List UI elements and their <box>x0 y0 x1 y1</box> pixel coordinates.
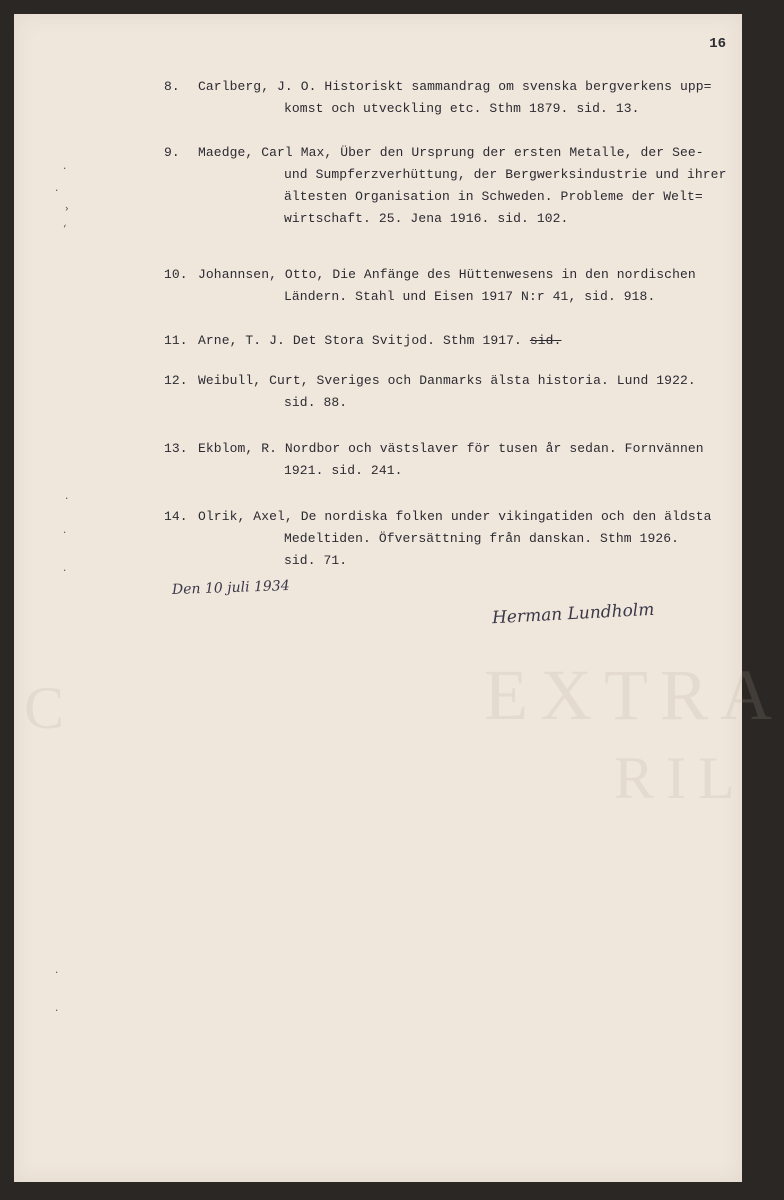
entry-number: 14. <box>164 509 188 524</box>
entry-number: 10. <box>164 267 188 282</box>
entry-number: 9. <box>164 145 180 160</box>
entry-number: 13. <box>164 441 188 456</box>
handwritten-date: Den 10 juli 1934 <box>171 577 290 599</box>
signature: Herman Lundholm <box>491 599 655 629</box>
watermark-ril: RIL <box>614 745 747 811</box>
bibliography-entry <box>164 76 729 120</box>
struck-text: sid. <box>529 333 562 348</box>
bibliography-entry <box>164 142 729 230</box>
entry-text: sid. 88. <box>284 395 348 410</box>
entry-text: Arne, T. J. Det Stora Svitjod. Sthm 1917. <box>198 333 522 348</box>
entry-text: Johannsen, Otto, Die Anfänge des Hüttenwesens in den nordischen <box>198 267 696 282</box>
entry-number: 11. <box>164 333 188 348</box>
bibliography-entry <box>164 370 729 414</box>
margin-mark: · <box>54 1006 60 1016</box>
document-page <box>14 14 784 1182</box>
entry-text: sid. 71. <box>284 553 348 568</box>
entry-number: 8. <box>164 79 180 94</box>
margin-mark: · <box>64 494 70 504</box>
entry-text: Olrik, Axel, De nordiska folken under vikingatiden och den äldsta <box>198 509 712 524</box>
entry-number: 12. <box>164 373 188 388</box>
entry-text: 1921. sid. 241. <box>284 463 403 478</box>
entry-text: komst och utveckling etc. Sthm 1879. sid. 13. <box>284 101 640 116</box>
entry-text: Ländern. Stahl und Eisen 1917 N:r 41, sid. 918. <box>284 289 656 304</box>
bibliography-entry <box>164 438 729 482</box>
margin-mark: › <box>64 204 70 214</box>
margin-mark: · <box>62 566 68 576</box>
margin-mark: · <box>54 968 60 978</box>
watermark-c: C <box>24 675 77 741</box>
bibliography-entry <box>164 506 729 572</box>
entry-text: Weibull, Curt, Sveriges och Danmarks älsta historia. Lund 1922. <box>198 373 696 388</box>
bibliography-entry <box>164 264 729 308</box>
margin-mark: · <box>62 164 68 174</box>
margin-mark: · <box>62 528 68 538</box>
bibliography-entry <box>164 330 729 352</box>
entry-text: Carlberg, J. O. Historiskt sammandrag om svenska bergverkens upp= <box>198 79 712 94</box>
entry-text: ältesten Organisation in Schweden. Probleme der Welt= <box>284 189 703 204</box>
margin-mark: · <box>54 186 60 196</box>
watermark-extra: EXTRA <box>484 655 784 735</box>
entry-text: Medeltiden. Öfversättning från danskan. Sthm 1926. <box>284 531 680 546</box>
entry-text: wirtschaft. 25. Jena 1916. sid. 102. <box>284 211 569 226</box>
page-number: 16 <box>709 36 726 52</box>
entry-text: Ekblom, R. Nordbor och västslaver för tusen år sedan. Fornvännen <box>198 441 704 456</box>
entry-text: und Sumpferzverhüttung, der Bergwerksindustrie und ihrer <box>284 167 727 182</box>
margin-mark: ‘ <box>62 224 68 234</box>
entry-text: Maedge, Carl Max, Über den Ursprung der ersten Metalle, der See- <box>198 145 704 160</box>
